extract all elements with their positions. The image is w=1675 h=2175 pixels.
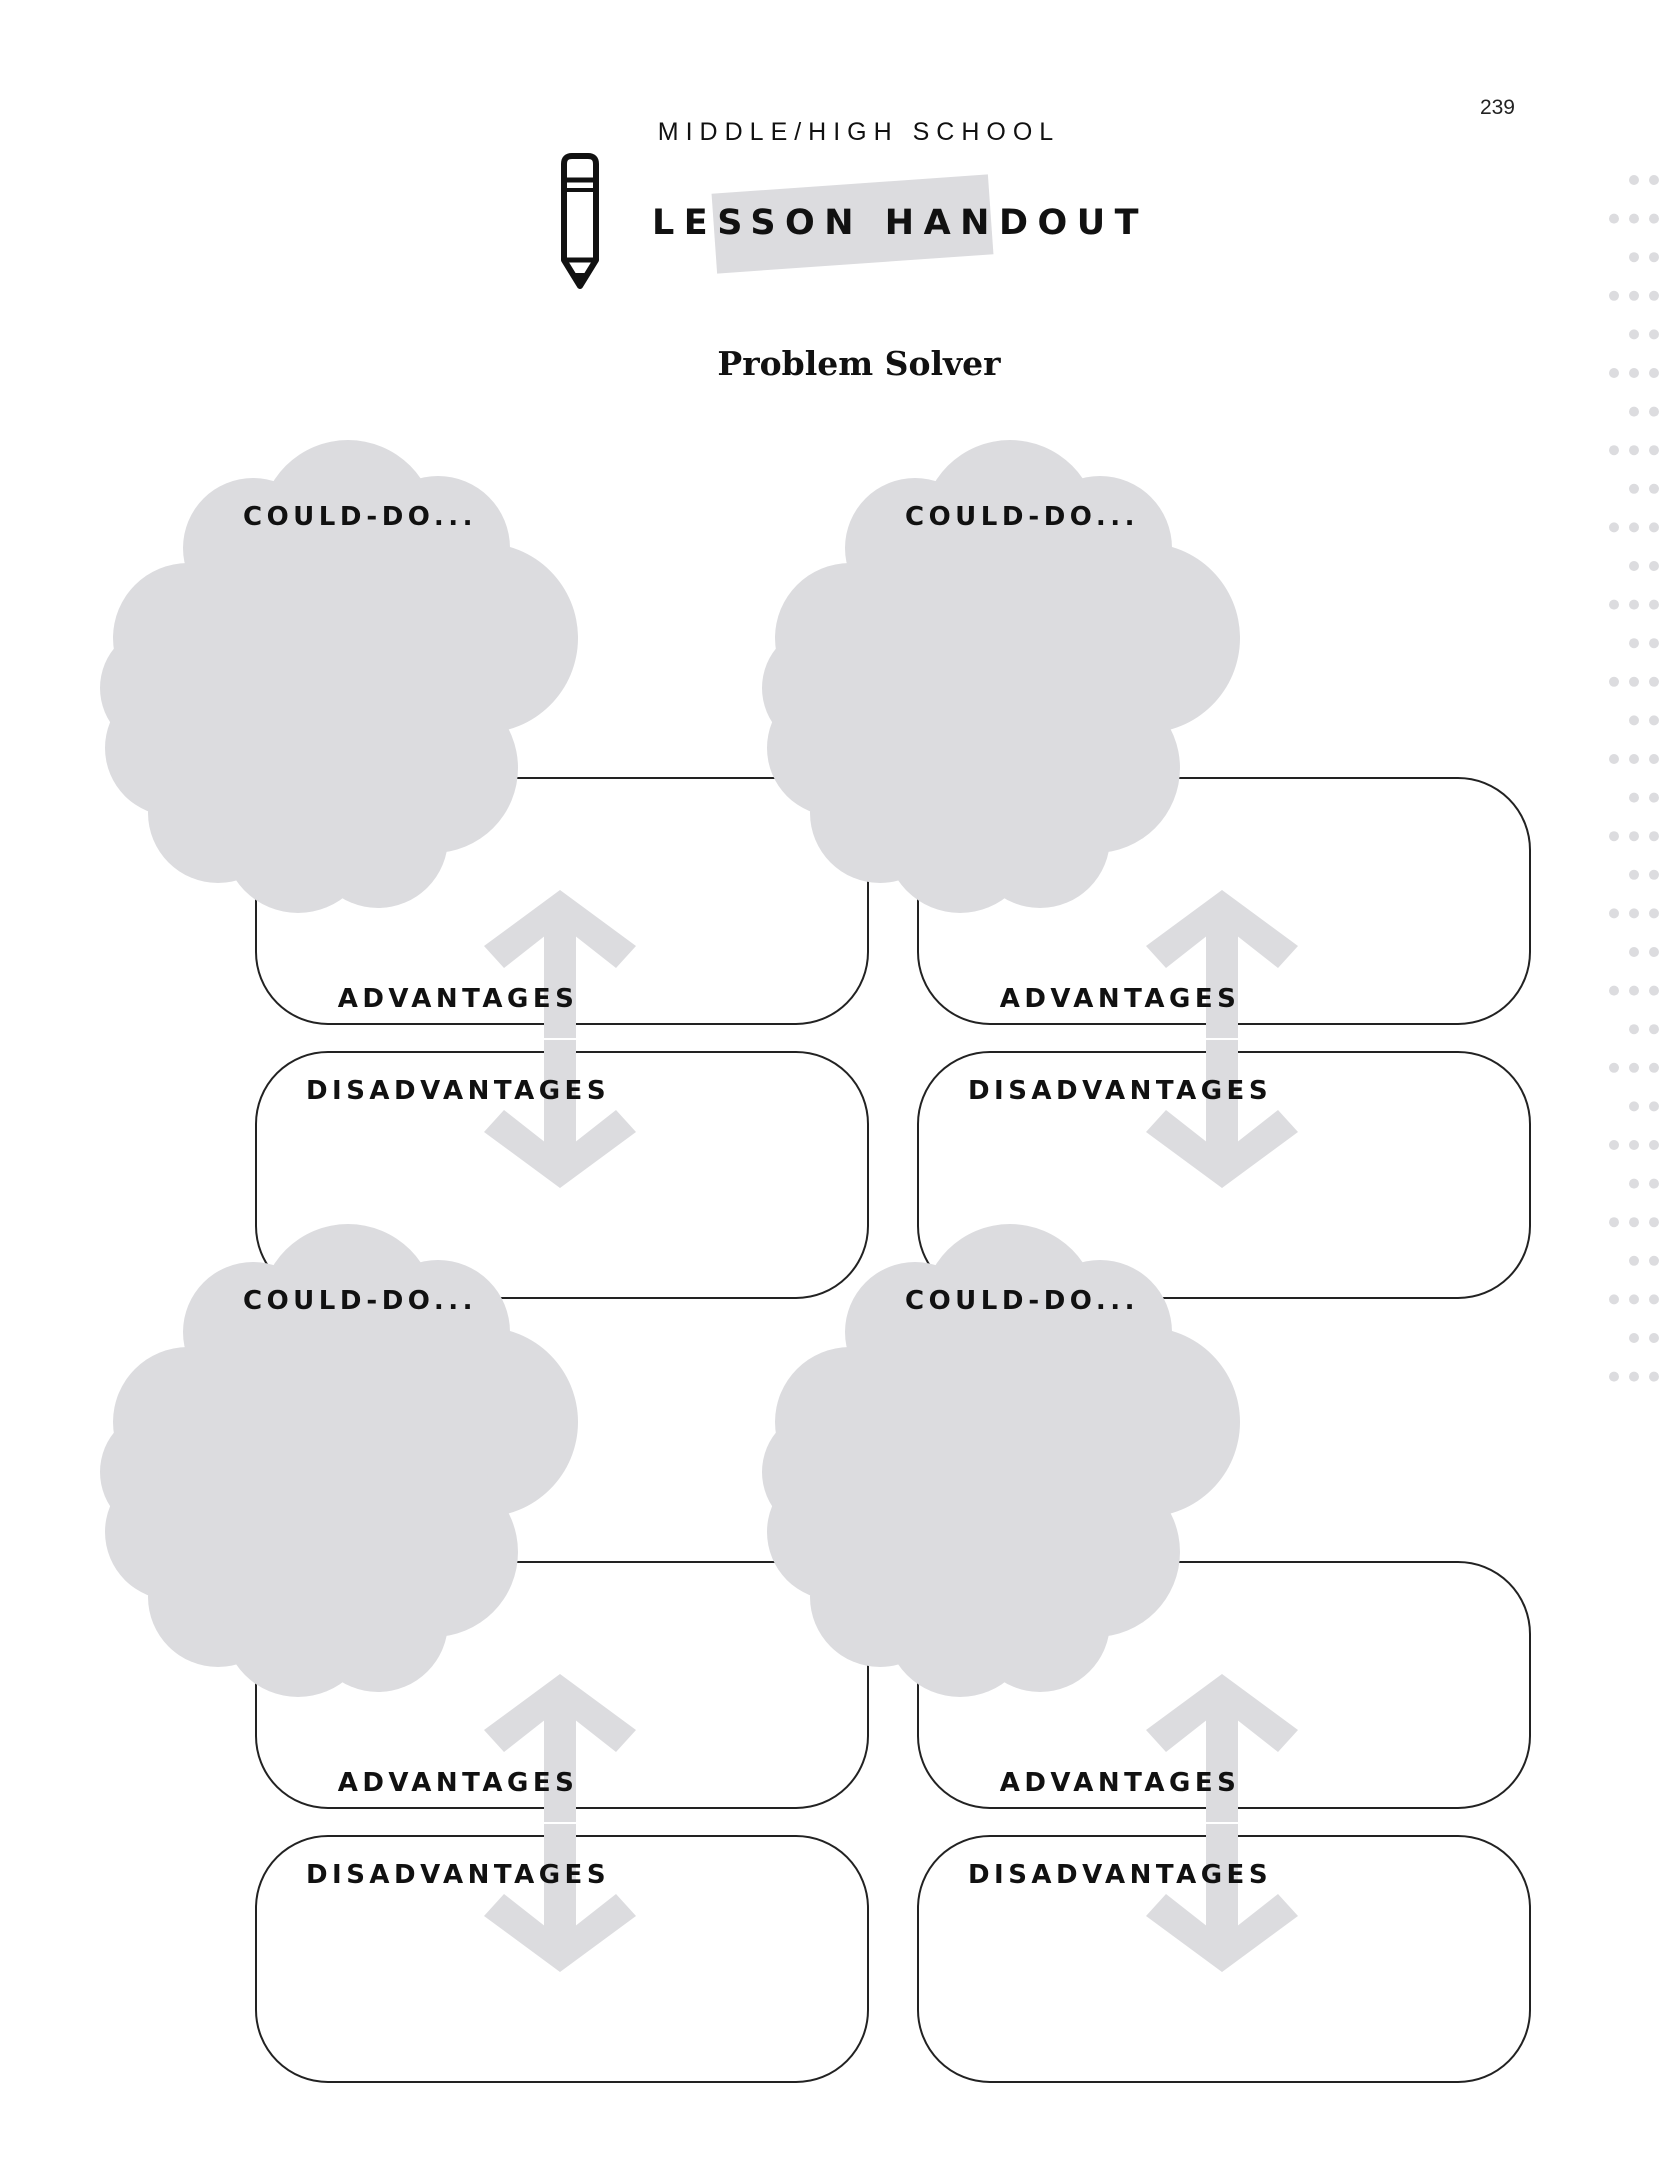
could-do-unit (760, 1212, 1675, 2092)
section-title: LESSON HANDOUT (652, 203, 1149, 243)
grade-level-label: MIDDLE/HIGH SCHOOL (657, 118, 1061, 146)
decorative-dot (1629, 329, 1639, 339)
decorative-dot (1609, 368, 1619, 378)
advantages-label-text: ADVANTAGES (337, 1768, 579, 1798)
could-do-label: COULD-DO... (905, 502, 1139, 532)
decorative-dot (1649, 175, 1659, 185)
pencil-icon (556, 152, 604, 292)
decorative-dot (1629, 214, 1639, 224)
decorative-dot (1629, 407, 1639, 417)
page-number: 239 (1479, 96, 1515, 119)
could-do-label: COULD-DO... (243, 1286, 477, 1316)
disadvantages-label-text: DISADVANTAGES (967, 1860, 1273, 1890)
advantages-label-text: ADVANTAGES (999, 1768, 1241, 1798)
advantages-label-text: ADVANTAGES (337, 984, 579, 1014)
disadvantages-label-text: DISADVANTAGES (305, 1076, 611, 1106)
decorative-dot (1649, 252, 1659, 262)
decorative-dot (1649, 368, 1659, 378)
could-do-label: COULD-DO... (243, 502, 477, 532)
decorative-dot (1629, 368, 1639, 378)
decorative-dot (1649, 329, 1659, 339)
could-do-label: COULD-DO... (905, 1286, 1139, 1316)
decorative-dot (1649, 407, 1659, 417)
disadvantages-label-text: DISADVANTAGES (305, 1860, 611, 1890)
decorative-dot (1649, 214, 1659, 224)
disadvantages-label-text: DISADVANTAGES (967, 1076, 1273, 1106)
advantages-label-text: ADVANTAGES (999, 984, 1241, 1014)
document-title: Problem Solver (717, 344, 1001, 383)
decorative-dot (1629, 175, 1639, 185)
could-do-unit (760, 428, 1675, 1308)
decorative-dot (1609, 214, 1619, 224)
decorative-dot (1649, 291, 1659, 301)
decorative-dot (1609, 291, 1619, 301)
decorative-dot (1629, 291, 1639, 301)
decorative-dot (1629, 252, 1639, 262)
